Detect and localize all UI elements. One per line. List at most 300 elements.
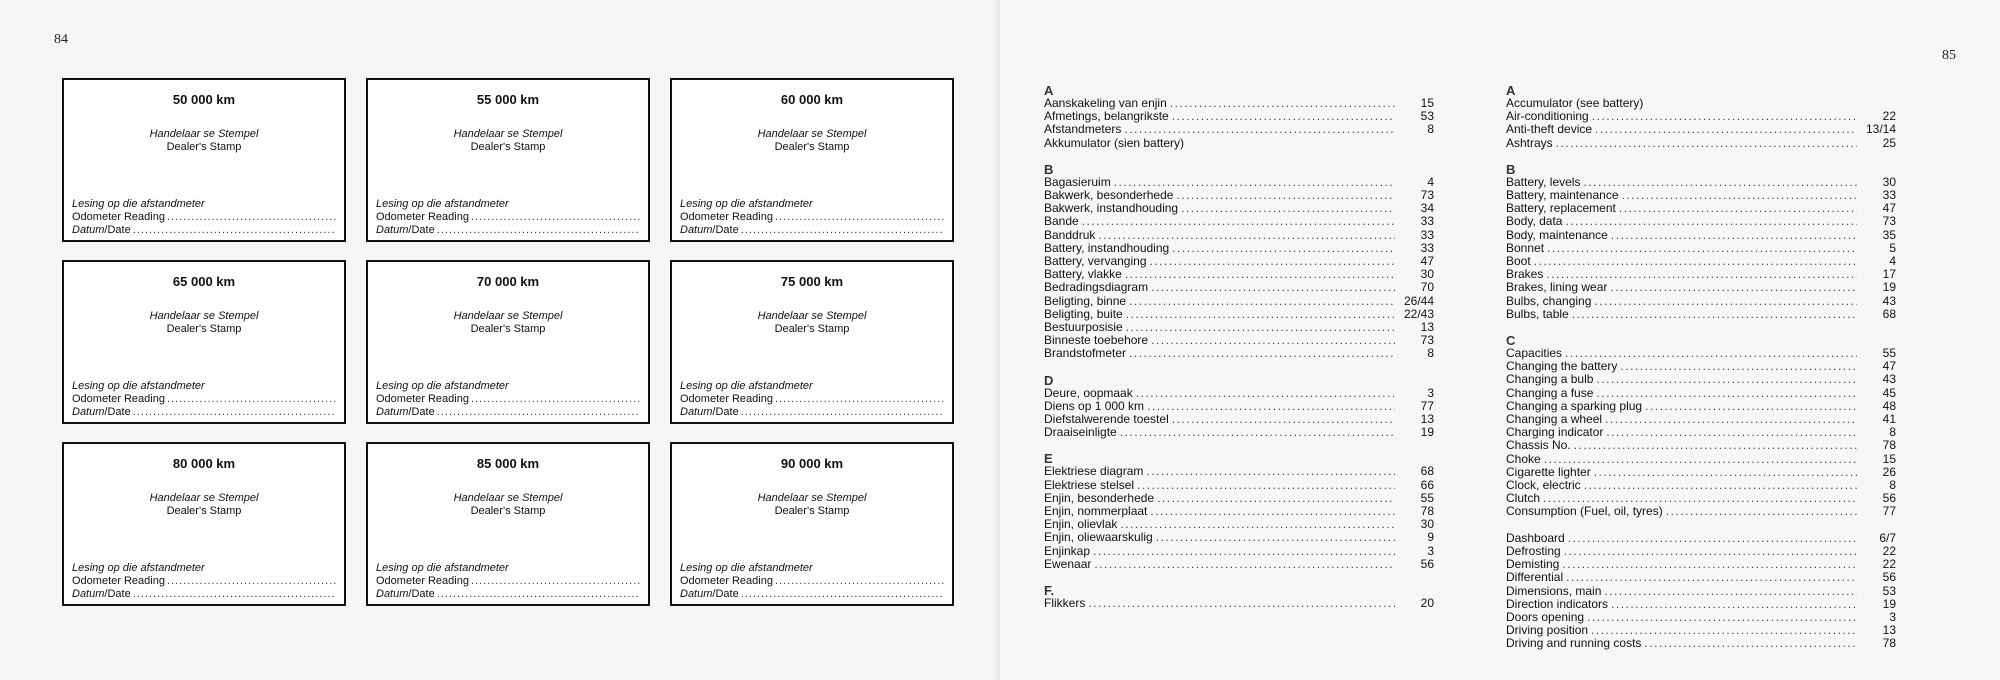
odometer-fill-line xyxy=(471,211,640,224)
index-entry xyxy=(1506,585,1896,598)
index-term: Air-conditioning xyxy=(1506,109,1589,124)
card-fields: Lesing op die afstandmeter Odometer Reading ..... Datum/Date ..... xyxy=(376,198,640,237)
leader-dots xyxy=(1645,400,1857,413)
leader-dots xyxy=(1620,360,1857,373)
leader-dots xyxy=(1146,465,1395,478)
index-page-ref: 4 xyxy=(1889,254,1896,269)
index-page-ref: 13 xyxy=(1420,412,1434,427)
service-card xyxy=(62,78,346,242)
index-entry xyxy=(1506,202,1896,215)
index-section xyxy=(1044,452,1434,571)
index-term: Charging indicator xyxy=(1506,425,1604,440)
stamp-label-af: Handelaar se Stempel xyxy=(149,492,259,504)
index-page-ref: 47 xyxy=(1882,201,1896,216)
index-entry xyxy=(1506,479,1896,492)
odometer-fill-line xyxy=(167,393,336,406)
card-fields: Lesing op die afstandmeter Odometer Reading ..... Datum/Date ..... xyxy=(72,198,336,237)
stamp-label-en: Dealer's Stamp xyxy=(774,141,850,153)
service-card xyxy=(62,260,346,424)
index-term: Flikkers xyxy=(1044,596,1086,611)
index-entry xyxy=(1044,531,1434,544)
stamp-label-en: Dealer's Stamp xyxy=(470,323,546,335)
odometer-fill-line xyxy=(775,393,944,406)
index-page-ref: 8 xyxy=(1889,478,1896,493)
odometer-label-en: Odometer Reading xyxy=(376,211,469,223)
index-page-ref: 25 xyxy=(1882,135,1896,150)
index-entry xyxy=(1044,479,1434,492)
index-term: Body, data xyxy=(1506,214,1563,229)
service-card xyxy=(366,260,650,424)
index-entry xyxy=(1506,215,1896,228)
leader-dots xyxy=(1157,492,1395,505)
index-term: Driving position xyxy=(1506,623,1589,638)
index-page-ref: 56 xyxy=(1420,556,1434,571)
index-term: Enjin, nommerplaat xyxy=(1044,504,1148,519)
date-label-af: Datum xyxy=(376,224,409,236)
odometer-fill-line xyxy=(471,575,640,588)
index-page-ref: 34 xyxy=(1420,201,1434,216)
odometer-label-af: Lesing op die afstandmeter xyxy=(72,198,205,210)
index-term: Battery, maintenance xyxy=(1506,188,1619,203)
index-entry xyxy=(1506,571,1896,584)
stamp-label-en: Dealer's Stamp xyxy=(166,141,242,153)
index-page-ref: 78 xyxy=(1882,636,1896,651)
service-interval: 85 000 km xyxy=(476,456,540,471)
index-term: Brakes xyxy=(1506,267,1544,282)
odometer-fill-line xyxy=(167,211,336,224)
index-term: Battery, vlakke xyxy=(1044,267,1122,282)
index-term: Binneste toebehore xyxy=(1044,333,1149,348)
index-term: Cigarette lighter xyxy=(1506,464,1591,479)
leader-dots xyxy=(1125,268,1395,281)
index-term: Dashboard xyxy=(1506,530,1565,545)
index-page-ref: 6/7 xyxy=(1879,530,1896,545)
index-term: Beligting, binne xyxy=(1044,293,1127,308)
leader-dots xyxy=(1562,558,1857,571)
date-label-af: Datum xyxy=(680,224,713,236)
stamp-label-af: Handelaar se Stempel xyxy=(757,310,867,322)
index-term: Aanskakeling van enjin xyxy=(1044,96,1167,110)
odometer-label-af: Lesing op die afstandmeter xyxy=(72,380,205,392)
index-term: Bagasieruim xyxy=(1044,174,1111,189)
index-page-ref: 22 xyxy=(1882,557,1896,572)
index-term: Bakwerk, besonderhede xyxy=(1044,188,1174,203)
odometer-label-en: Odometer Reading xyxy=(376,393,469,405)
index-letter-heading: E xyxy=(1044,451,1053,467)
index-term: Bakwerk, instandhouding xyxy=(1044,201,1179,216)
index-page-ref: 35 xyxy=(1882,227,1896,242)
odometer-label-en: Odometer Reading xyxy=(72,393,165,405)
index-page-ref: 43 xyxy=(1882,372,1896,387)
leader-dots xyxy=(1619,202,1857,215)
date-fill-line xyxy=(437,406,640,419)
index-term: Bulbs, table xyxy=(1506,306,1569,321)
index-page-ref: 73 xyxy=(1882,214,1896,229)
index-page-ref: 22 xyxy=(1882,109,1896,124)
date-fill-line xyxy=(437,224,640,237)
index-term: Elektriese diagram xyxy=(1044,464,1144,479)
index-page-ref: 41 xyxy=(1882,412,1896,427)
service-interval: 90 000 km xyxy=(780,456,844,471)
index-page-ref: 56 xyxy=(1882,491,1896,506)
dealer-stamp-area xyxy=(368,310,648,336)
index-letter-heading: C xyxy=(1506,333,1516,349)
leader-dots xyxy=(1151,281,1395,294)
leader-dots xyxy=(1120,518,1395,531)
index-page-ref: 4 xyxy=(1427,174,1434,189)
index-page-ref: 22/43 xyxy=(1403,306,1434,321)
leader-dots xyxy=(1172,413,1395,426)
index-page-ref: 45 xyxy=(1882,385,1896,400)
index-term: Boot xyxy=(1506,254,1531,269)
leader-dots xyxy=(1594,466,1857,479)
date-label-en: Date xyxy=(715,588,739,600)
index-term: Battery, vervanging xyxy=(1044,254,1147,269)
leader-dots xyxy=(1547,242,1857,255)
index-page-ref: 33 xyxy=(1420,214,1434,229)
right-page xyxy=(1000,0,2000,680)
index-page-ref: 3 xyxy=(1427,385,1434,400)
index-term: Bulbs, changing xyxy=(1506,293,1592,308)
index-entry xyxy=(1506,532,1896,545)
index-page-ref: 9 xyxy=(1427,530,1434,545)
dealer-stamp-area xyxy=(672,128,952,154)
stamp-label-en: Dealer's Stamp xyxy=(166,505,242,517)
index-term: Clutch xyxy=(1506,491,1541,506)
leader-dots xyxy=(1170,97,1395,110)
page-number-right: 85 xyxy=(1942,48,1956,63)
index-letter-heading: B xyxy=(1044,161,1054,177)
leader-dots xyxy=(1587,611,1857,624)
index-term: Afmetings, belangrikste xyxy=(1044,109,1169,124)
stamp-label-en: Dealer's Stamp xyxy=(470,505,546,517)
index-page-ref: 78 xyxy=(1882,438,1896,453)
leader-dots xyxy=(1151,334,1395,347)
leader-dots xyxy=(1596,387,1857,400)
index-page-ref: 19 xyxy=(1882,596,1896,611)
index-term: Enjin, olievlak xyxy=(1044,517,1118,532)
leader-dots xyxy=(1566,571,1857,584)
index-term: Doors opening xyxy=(1506,609,1585,624)
odometer-fill-line xyxy=(775,211,944,224)
service-card xyxy=(366,78,650,242)
leader-dots xyxy=(1666,505,1857,518)
index-entry xyxy=(1506,373,1896,386)
stamp-label-en: Dealer's Stamp xyxy=(166,323,242,335)
index-section xyxy=(1506,84,1896,150)
index-term: Ewenaar xyxy=(1044,556,1092,571)
stamp-label-af: Handelaar se Stempel xyxy=(149,310,259,322)
index-term: Changing a sparking plug xyxy=(1506,398,1643,413)
index-term: Changing a bulb xyxy=(1506,372,1594,387)
index-page-ref: 20 xyxy=(1420,596,1434,611)
index-entry xyxy=(1506,598,1896,611)
leader-dots xyxy=(1596,373,1857,386)
page-number-left: 84 xyxy=(54,32,68,47)
index-term: Battery, instandhouding xyxy=(1044,240,1170,255)
date-label-af: Datum xyxy=(72,406,105,418)
index-entry xyxy=(1506,295,1896,308)
index-page-ref: 77 xyxy=(1882,504,1896,519)
leader-dots xyxy=(1564,545,1857,558)
index-page-ref: 55 xyxy=(1882,346,1896,361)
index-term: Accumulator (see battery) xyxy=(1506,96,1644,110)
leader-dots xyxy=(1583,176,1857,189)
index-page-ref: 8 xyxy=(1427,122,1434,137)
index-page-ref: 3 xyxy=(1889,609,1896,624)
service-interval: 55 000 km xyxy=(476,92,540,107)
index-term: Chassis No. xyxy=(1506,438,1571,453)
index-page-ref: 13 xyxy=(1420,320,1434,335)
leader-dots xyxy=(1568,532,1857,545)
odometer-label-en: Odometer Reading xyxy=(376,575,469,587)
index-term: Driving and running costs xyxy=(1506,636,1642,651)
index-entry xyxy=(1506,637,1896,650)
stamp-label-af: Handelaar se Stempel xyxy=(453,492,563,504)
index-term: Capacities xyxy=(1506,346,1563,361)
leader-dots xyxy=(1606,426,1857,439)
leader-dots xyxy=(1605,413,1857,426)
dealer-stamp-area xyxy=(64,492,344,518)
date-fill-line xyxy=(741,588,944,601)
date-fill-line xyxy=(437,588,640,601)
leader-dots xyxy=(1088,597,1395,610)
index-term: Elektriese stelsel xyxy=(1044,477,1135,492)
stamp-label-af: Handelaar se Stempel xyxy=(149,128,259,140)
leader-dots xyxy=(1181,202,1395,215)
leader-dots xyxy=(1126,321,1395,334)
index-entry xyxy=(1506,281,1896,294)
index-page-ref: 30 xyxy=(1420,517,1434,532)
index-page-ref: 17 xyxy=(1882,267,1896,282)
leader-dots xyxy=(1544,453,1857,466)
index-page-ref: 26 xyxy=(1882,464,1896,479)
card-fields: Lesing op die afstandmeter Odometer Reading ..... Datum/Date ..... xyxy=(680,562,944,601)
index-term: Changing a wheel xyxy=(1506,412,1603,427)
service-card xyxy=(670,260,954,424)
index-page-ref: 8 xyxy=(1427,346,1434,361)
index-term: Defrosting xyxy=(1506,543,1561,558)
odometer-label-en: Odometer Reading xyxy=(680,211,773,223)
leader-dots xyxy=(1610,281,1857,294)
stamp-label-af: Handelaar se Stempel xyxy=(453,128,563,140)
service-stamp-grid xyxy=(62,78,954,608)
date-label-en: Date xyxy=(107,588,131,600)
service-interval: 70 000 km xyxy=(476,274,540,289)
leader-dots xyxy=(1594,295,1857,308)
index-letter-heading: A xyxy=(1044,83,1054,98)
index-page-ref: 53 xyxy=(1420,109,1434,124)
index-page-ref: 22 xyxy=(1882,543,1896,558)
odometer-label-af: Lesing op die afstandmeter xyxy=(680,198,813,210)
leader-dots xyxy=(1120,426,1395,439)
odometer-label-en: Odometer Reading xyxy=(72,211,165,223)
date-label-af: Datum xyxy=(72,588,105,600)
index-section xyxy=(1044,374,1434,440)
index-entry xyxy=(1044,347,1434,360)
index-entry xyxy=(1506,242,1896,255)
date-fill-line xyxy=(741,224,944,237)
index-term: Dimensions, main xyxy=(1506,583,1602,598)
index-page-ref: 33 xyxy=(1420,240,1434,255)
date-label-en: Date xyxy=(107,406,131,418)
index-term: Enjinkap xyxy=(1044,543,1091,558)
index-page-ref: 15 xyxy=(1420,96,1434,110)
card-fields: Lesing op die afstandmeter Odometer Reading ..... Datum/Date ..... xyxy=(72,380,336,419)
index-page-ref: 19 xyxy=(1420,425,1434,440)
index-term: Bedradingsdiagram xyxy=(1044,280,1149,295)
date-fill-line xyxy=(133,588,336,601)
index-term: Clock, electric xyxy=(1506,478,1581,493)
index-term: Brandstofmeter xyxy=(1044,346,1127,361)
index-term: Brakes, lining wear xyxy=(1506,280,1608,295)
index-letter-heading: F. xyxy=(1044,583,1055,599)
stamp-label-en: Dealer's Stamp xyxy=(774,505,850,517)
index-term: Diens op 1 000 km xyxy=(1044,398,1145,413)
date-label-af: Datum xyxy=(680,406,713,418)
leader-dots xyxy=(1150,505,1395,518)
index-page-ref: 73 xyxy=(1420,333,1434,348)
index-page-ref: 47 xyxy=(1882,359,1896,374)
service-card xyxy=(62,442,346,606)
index-entry xyxy=(1506,308,1896,321)
index-term: Bonnet xyxy=(1506,240,1545,255)
stamp-label-af: Handelaar se Stempel xyxy=(757,128,867,140)
leader-dots xyxy=(1595,123,1857,136)
odometer-label-en: Odometer Reading xyxy=(680,393,773,405)
index-term: Battery, levels xyxy=(1506,174,1581,189)
index-page-ref: 70 xyxy=(1420,280,1434,295)
index-term: Consumption (Fuel, oil, tyres) xyxy=(1506,504,1663,519)
stamp-label-en: Dealer's Stamp xyxy=(774,323,850,335)
odometer-label-af: Lesing op die afstandmeter xyxy=(376,198,509,210)
leader-dots xyxy=(1644,637,1857,650)
date-label-en: Date xyxy=(107,224,131,236)
index-page-ref: 13/14 xyxy=(1865,122,1896,137)
leader-dots xyxy=(1129,295,1395,308)
index-entry xyxy=(1044,229,1434,242)
index-term: Enjin, oliewaarskulig xyxy=(1044,530,1153,545)
service-interval: 65 000 km xyxy=(172,274,236,289)
index-section xyxy=(1044,84,1434,150)
index-page-ref: 15 xyxy=(1882,451,1896,466)
leader-dots xyxy=(1098,229,1395,242)
index-term: Demisting xyxy=(1506,557,1560,572)
stamp-label-af: Handelaar se Stempel xyxy=(757,492,867,504)
index-term: Diefstalwerende toestel xyxy=(1044,412,1169,427)
leader-dots xyxy=(1565,215,1857,228)
leader-dots xyxy=(1094,558,1395,571)
index-page-ref: 68 xyxy=(1882,306,1896,321)
index-term: Changing a fuse xyxy=(1506,385,1594,400)
date-fill-line xyxy=(133,406,336,419)
index-term: Afstandmeters xyxy=(1044,122,1122,137)
index-term: Deure, oopmaak xyxy=(1044,385,1133,400)
index-page-ref: 8 xyxy=(1889,425,1896,440)
odometer-label-af: Lesing op die afstandmeter xyxy=(376,380,509,392)
index-entry xyxy=(1044,465,1434,478)
index-page-ref: 77 xyxy=(1420,398,1434,413)
index-entry xyxy=(1506,229,1896,242)
date-label-af: Datum xyxy=(376,588,409,600)
index-page-ref: 66 xyxy=(1420,477,1434,492)
date-label-en: Date xyxy=(411,224,435,236)
card-fields: Lesing op die afstandmeter Odometer Reading ..... Datum/Date ..... xyxy=(376,380,640,419)
index-column-english xyxy=(1506,84,1896,664)
odometer-label-af: Lesing op die afstandmeter xyxy=(376,562,509,574)
index-entry xyxy=(1044,123,1434,136)
index-page-ref: 30 xyxy=(1882,174,1896,189)
index-term: Battery, replacement xyxy=(1506,201,1616,216)
index-section xyxy=(1044,584,1434,610)
index-entry xyxy=(1044,597,1434,610)
leader-dots xyxy=(1572,308,1857,321)
dealer-stamp-area xyxy=(672,310,952,336)
leader-dots xyxy=(1156,531,1395,544)
card-fields: Lesing op die afstandmeter Odometer Reading ..... Datum/Date ..... xyxy=(376,562,640,601)
leader-dots xyxy=(1574,439,1857,452)
index-entry xyxy=(1506,439,1896,452)
index-page-ref: 26/44 xyxy=(1403,293,1434,308)
index-page-ref: 30 xyxy=(1420,267,1434,282)
dealer-stamp-area xyxy=(64,310,344,336)
index-entry xyxy=(1506,558,1896,571)
index-entry xyxy=(1044,215,1434,228)
date-label-af: Datum xyxy=(376,406,409,418)
leader-dots xyxy=(1584,479,1857,492)
index-entry xyxy=(1044,295,1434,308)
index-term: Bestuurposisie xyxy=(1044,320,1123,335)
index-term: Body, maintenance xyxy=(1506,227,1608,242)
index-entry xyxy=(1506,255,1896,268)
date-label-af: Datum xyxy=(680,588,713,600)
stamp-label-en: Dealer's Stamp xyxy=(470,141,546,153)
index-page-ref: 33 xyxy=(1882,188,1896,203)
index-page-ref: 48 xyxy=(1882,398,1896,413)
index-letter-heading: B xyxy=(1506,161,1516,177)
leader-dots xyxy=(1604,585,1857,598)
leader-dots xyxy=(1082,215,1395,228)
leader-dots xyxy=(1611,229,1857,242)
odometer-fill-line xyxy=(167,575,336,588)
index-term: Enjin, besonderhede xyxy=(1044,490,1155,505)
index-page-ref: 33 xyxy=(1420,227,1434,242)
index-section xyxy=(1506,334,1896,519)
index-page-ref: 47 xyxy=(1420,254,1434,269)
index-letter-heading: D xyxy=(1044,372,1054,388)
index-term: Anti-theft device xyxy=(1506,122,1593,137)
index-page-ref: 78 xyxy=(1420,504,1434,519)
leader-dots xyxy=(1556,137,1857,150)
index-page-ref: 55 xyxy=(1420,490,1434,505)
leader-dots xyxy=(1592,110,1857,123)
index-term: Banddruk xyxy=(1044,227,1096,242)
date-label-af: Datum xyxy=(72,224,105,236)
card-fields: Lesing op die afstandmeter Odometer Reading ..... Datum/Date ..... xyxy=(680,198,944,237)
leader-dots xyxy=(1129,347,1395,360)
service-interval: 60 000 km xyxy=(780,92,844,107)
service-card xyxy=(670,442,954,606)
index-term: Beligting, buite xyxy=(1044,306,1123,321)
index-entry xyxy=(1506,387,1896,400)
odometer-fill-line xyxy=(775,575,944,588)
card-fields: Lesing op die afstandmeter Odometer Reading ..... Datum/Date ..... xyxy=(72,562,336,601)
dealer-stamp-area xyxy=(672,492,952,518)
index-page-ref: 13 xyxy=(1882,623,1896,638)
index-term: Choke xyxy=(1506,451,1541,466)
leader-dots xyxy=(1622,189,1857,202)
index-page-ref: 68 xyxy=(1420,464,1434,479)
